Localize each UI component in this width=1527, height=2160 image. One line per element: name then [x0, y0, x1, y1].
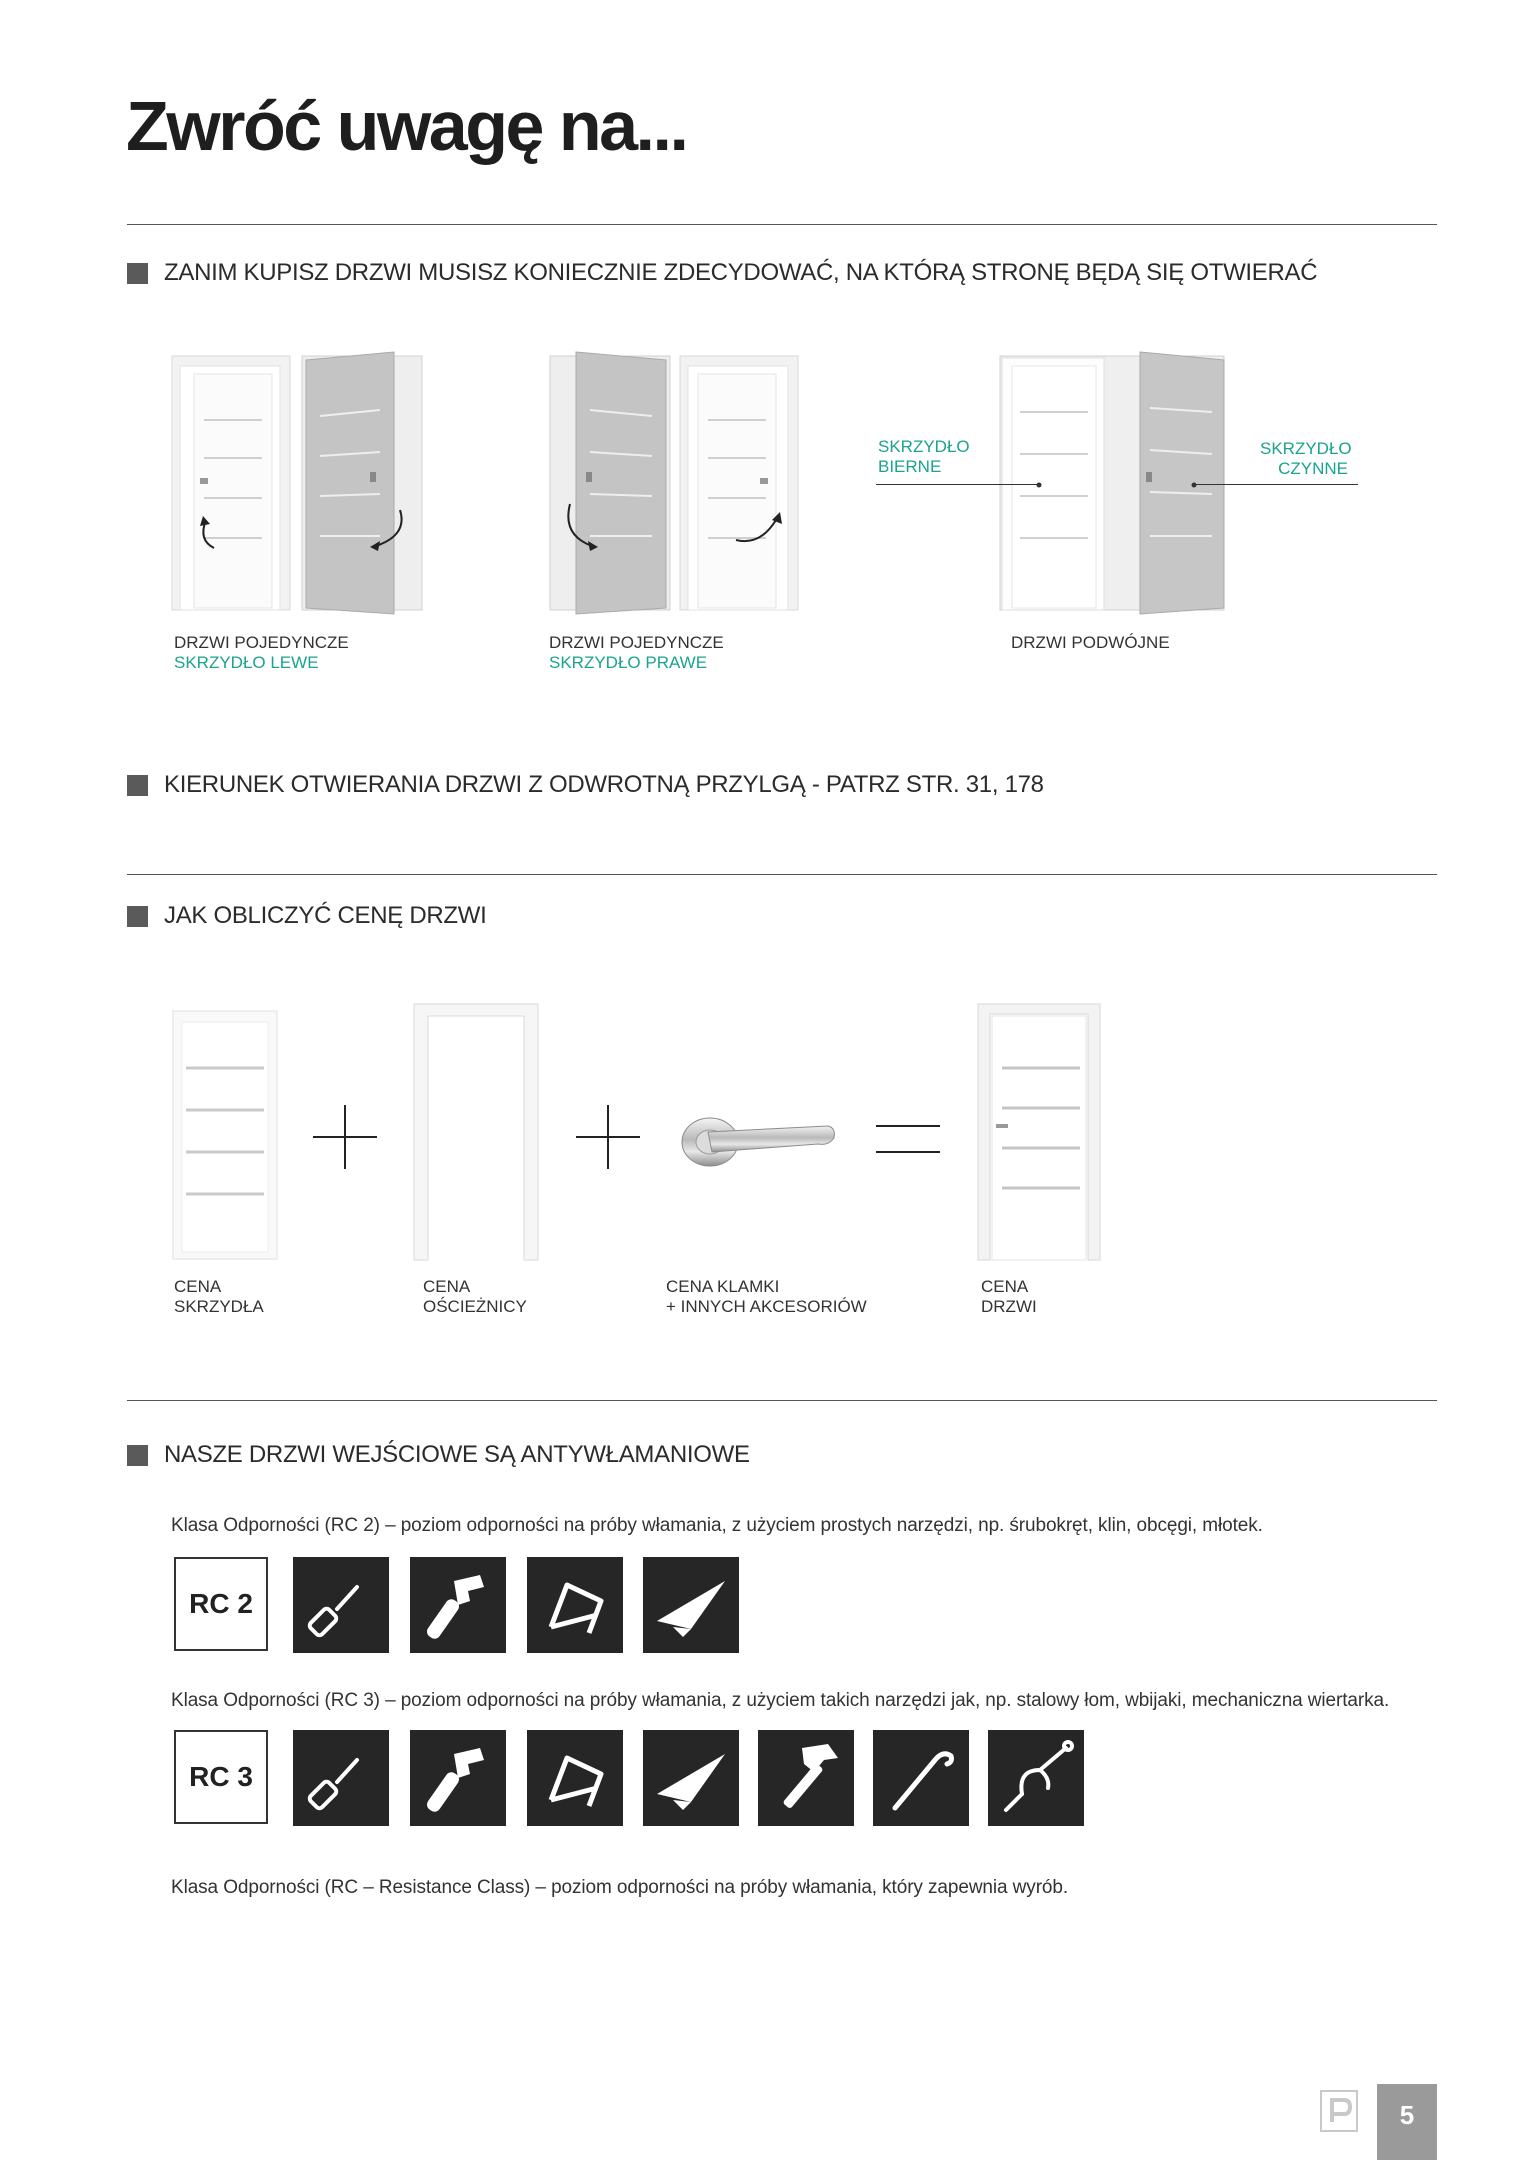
page-number: 5 — [1377, 2084, 1437, 2160]
crowbar-icon — [873, 1730, 969, 1826]
equals-icon — [876, 1124, 940, 1154]
rc-definition-note: Klasa Odporności (RC – Resistance Class) – poziom odporności na próby włamania, który zapewnia wyrób. — [171, 1877, 1069, 1898]
bullet-square — [127, 1445, 148, 1466]
wedge-icon — [643, 1557, 739, 1653]
hammer-icon — [758, 1730, 854, 1826]
door-handle-image — [678, 1110, 838, 1174]
leader-line-active — [1194, 484, 1358, 485]
door-illustration-right — [546, 350, 801, 620]
label-passive-leaf: SKRZYDŁO BIERNE — [878, 437, 970, 476]
plus-icon — [313, 1105, 377, 1169]
caption-leaf-price: CENA SKRZYDŁA — [174, 1277, 264, 1316]
divider — [127, 224, 1437, 225]
rc3-description: Klasa Odporności (RC 3) – poziom odporności na próby włamania, z użyciem takich narzędzi jak, np. stalowy łom, wbijaki, mechaniczna wiertarka. — [171, 1690, 1390, 1711]
divider — [127, 874, 1437, 875]
door-frame-image — [412, 1002, 540, 1262]
complete-door-image — [976, 1002, 1102, 1262]
rc2-badge: RC 2 — [174, 1557, 268, 1651]
rc3-badge: RC 3 — [174, 1730, 268, 1824]
bullet-square — [127, 906, 148, 927]
section-heading-reverse-rebate: KIERUNEK OTWIERANIA DRZWI Z ODWROTNĄ PRZYLGĄ - PATRZ STR. 31, 178 — [127, 771, 1044, 799]
hacksaw-icon — [527, 1557, 623, 1653]
door-leaf-image — [172, 1010, 278, 1260]
page-title: Zwróć uwagę na... — [126, 87, 687, 165]
hand-drill-icon — [988, 1730, 1084, 1826]
label-active-leaf: SKRZYDŁO CZYNNE — [1260, 439, 1352, 478]
bullet-square — [127, 263, 148, 284]
plus-icon — [576, 1105, 640, 1169]
screwdriver-icon — [293, 1730, 389, 1826]
caption-single-right: DRZWI POJEDYNCZE SKRZYDŁO PRAWE — [549, 633, 724, 672]
section-heading-opening-side: ZANIM KUPISZ DRZWI MUSISZ KONIECZNIE ZDECYDOWAĆ, NA KTÓRĄ STRONĘ BĘDĄ SIĘ OTWIERAĆ — [127, 259, 1317, 287]
caption-door-price: CENA DRZWI — [981, 1277, 1037, 1316]
section-heading-price-calc: JAK OBLICZYĆ CENĘ DRZWI — [127, 902, 486, 930]
caption-double: DRZWI PODWÓJNE — [1011, 633, 1170, 652]
wedge-icon — [643, 1730, 739, 1826]
caption-handle-price: CENA KLAMKI + INNYCH AKCESORIÓW — [666, 1277, 867, 1316]
hacksaw-icon — [527, 1730, 623, 1826]
pipe-wrench-icon — [410, 1730, 506, 1826]
divider — [127, 1400, 1437, 1401]
leader-line-passive — [876, 484, 1040, 485]
caption-single-left: DRZWI POJEDYNCZE SKRZYDŁO LEWE — [174, 633, 349, 672]
pipe-wrench-icon — [410, 1557, 506, 1653]
screwdriver-icon — [293, 1557, 389, 1653]
rc2-description: Klasa Odporności (RC 2) – poziom odporności na próby włamania, z użyciem prostych narzędzi, np. śrubokręt, klin, obcęgi, młotek. — [171, 1515, 1263, 1536]
door-illustration-double — [998, 350, 1228, 620]
caption-frame-price: CENA OŚCIEŻNICY — [423, 1277, 527, 1316]
brand-logo-icon — [1320, 2090, 1358, 2132]
bullet-square — [127, 775, 148, 796]
door-illustration-left — [170, 350, 425, 620]
section-heading-burglary-resistance: NASZE DRZWI WEJŚCIOWE SĄ ANTYWŁAMANIOWE — [127, 1441, 750, 1469]
